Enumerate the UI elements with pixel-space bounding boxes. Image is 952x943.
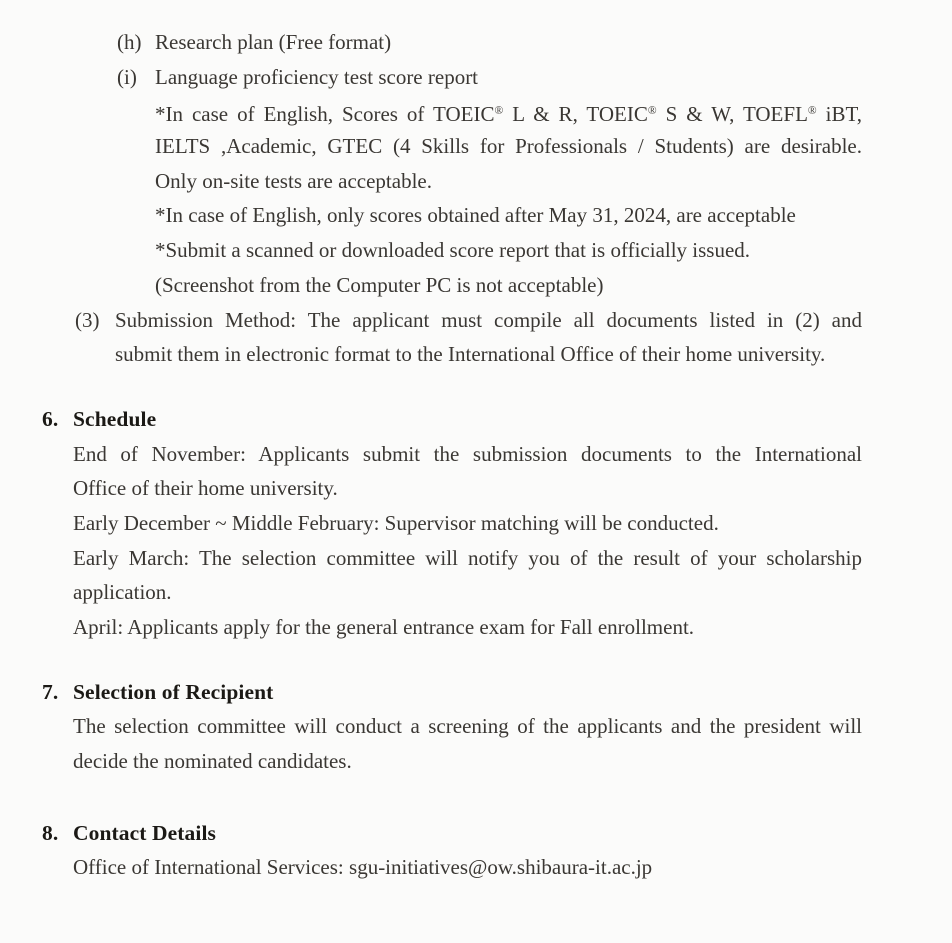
list-item-i bbox=[117, 60, 952, 95]
note-english-tests-line-1: *In case of English, Scores of TOEIC® L & R, TOEIC® S & W, TOEFL® iBT, bbox=[155, 102, 862, 127]
section-7-body bbox=[73, 709, 862, 778]
schedule-line-2: Office of their home university. bbox=[73, 476, 338, 501]
list-item-3-line-1: Submission Method: The applicant must compile all documents listed in (2) and bbox=[115, 307, 862, 332]
list-item-h bbox=[117, 25, 952, 60]
list-item-3 bbox=[75, 303, 952, 372]
note-score-date: *In case of English, only scores obtained after May 31, 2024, are acceptable bbox=[155, 203, 796, 228]
contact-line bbox=[73, 850, 862, 885]
registered-trademark-icon: ® bbox=[807, 105, 817, 118]
selection-line-1: The selection committee will conduct a screening of the applicants and the president will bbox=[73, 714, 862, 739]
list-item-h-marker: (h) bbox=[117, 30, 142, 54]
selection-line-2: decide the nominated candidates. bbox=[73, 749, 352, 774]
section-8-title: Contact Details bbox=[73, 820, 217, 845]
schedule-line-5: application. bbox=[73, 580, 172, 605]
note-screenshot: (Screenshot from the Computer PC is not acceptable) bbox=[155, 272, 604, 297]
list-item-3-marker: (3) bbox=[75, 307, 100, 332]
note-english-tests-line-2: IELTS ,Academic, GTEC (4 Skills for Professionals / Students) are desirable. bbox=[155, 134, 862, 159]
section-8-body bbox=[73, 850, 862, 885]
section-6-heading bbox=[42, 402, 952, 437]
note-english-tests-line-3: Only on-site tests are acceptable. bbox=[155, 168, 432, 193]
note-score-report: *Submit a scanned or downloaded score report that is officially issued. bbox=[155, 238, 751, 263]
contact-label: Office of International Services: bbox=[73, 855, 350, 880]
schedule-line-3: Early December ~ Middle February: Supervisor matching will be conducted. bbox=[73, 510, 719, 535]
section-6-number: 6. bbox=[42, 406, 59, 431]
schedule-line-4: Early March: The selection committee will notify you of the result of your scholarship bbox=[73, 545, 862, 570]
section-7-title: Selection of Recipient bbox=[73, 679, 274, 704]
language-test-notes bbox=[155, 94, 862, 302]
list-item-3-line-2: submit them in electronic format to the International Office of their home university. bbox=[115, 342, 826, 367]
section-6-body bbox=[73, 437, 862, 645]
list-item-h-text: Research plan (Free format) bbox=[155, 30, 392, 54]
list-item-i-text: Language proficiency test score report bbox=[155, 64, 479, 89]
section-6-title: Schedule bbox=[73, 406, 157, 431]
list-item-i-marker: (i) bbox=[117, 64, 137, 89]
section-8-heading bbox=[42, 816, 952, 851]
list-item-3-body bbox=[115, 303, 862, 372]
schedule-line-6: April: Applicants apply for the general entrance exam for Fall enrollment. bbox=[73, 615, 695, 639]
contact-email: sgu-initiatives@ow.shibaura-it.ac.jp bbox=[349, 855, 653, 880]
registered-trademark-icon: ® bbox=[647, 105, 657, 118]
section-7-heading bbox=[42, 675, 952, 710]
schedule-line-1: End of November: Applicants submit the submission documents to the International bbox=[73, 441, 862, 466]
registered-trademark-icon: ® bbox=[494, 105, 504, 118]
section-7-number: 7. bbox=[42, 679, 59, 704]
section-8-number: 8. bbox=[42, 820, 59, 845]
